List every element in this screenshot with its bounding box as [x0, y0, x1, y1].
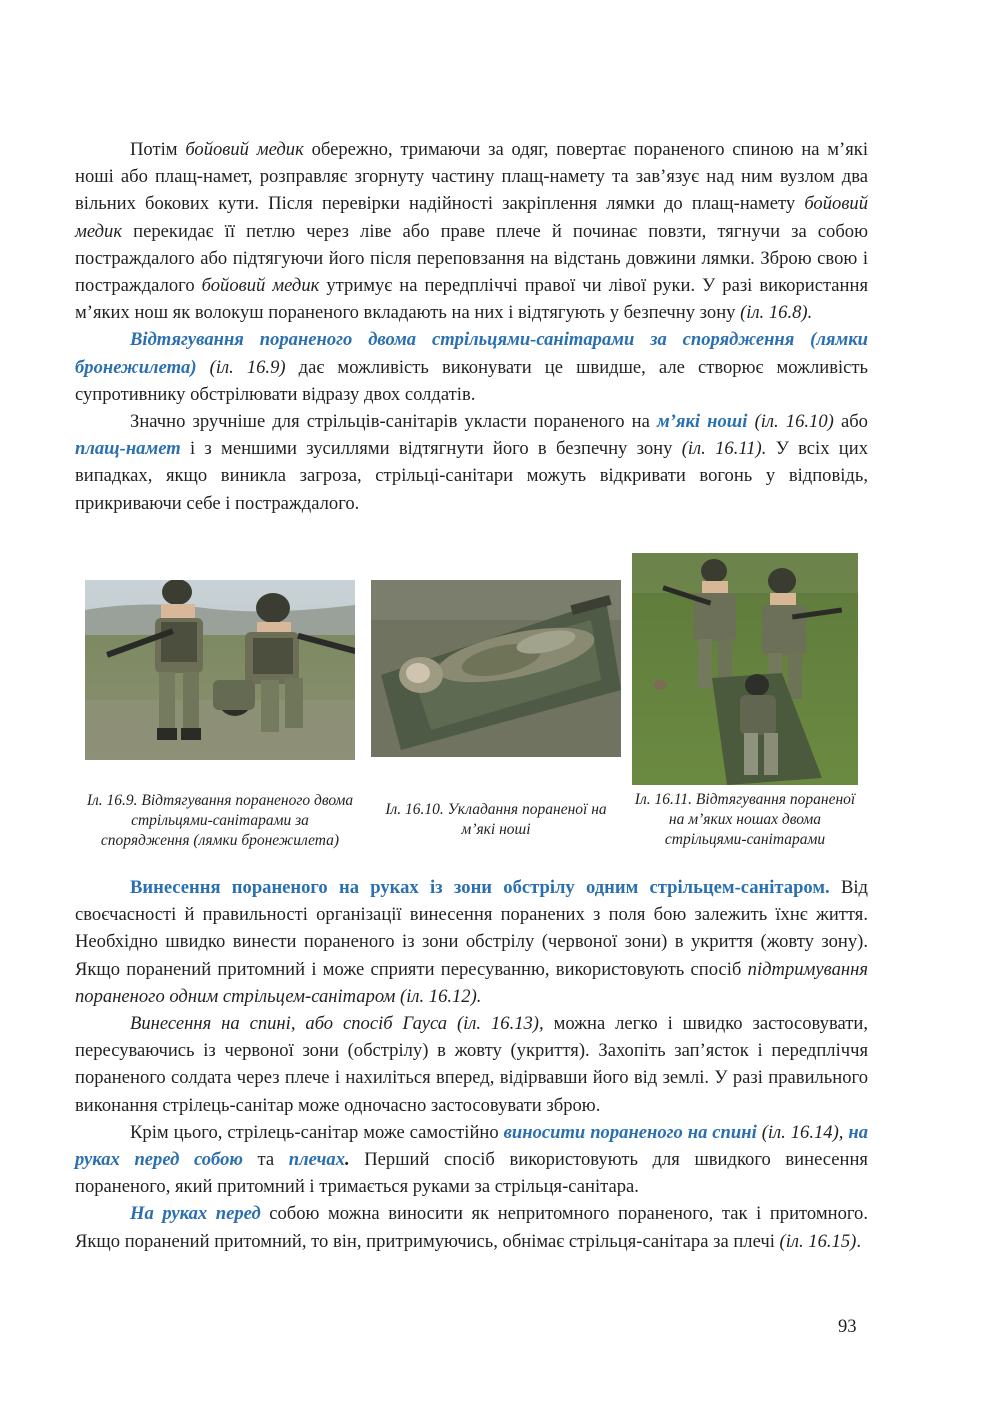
photo-16-10 — [371, 580, 621, 757]
paragraph-4: Винесення пораненого на руках із зони обстрілу одним стрільцем-санітаром. Від своєчасності й правильності організації винесення поранених з поля бою залежить їхнє життя. Необхідно швидко винести пораненого із зони обстрілу (червоної зони) в укриття (жовту зону). Якщо поранений притомний і може сприяти пересуванню, використовують спосіб підтримування пораненого одним стрільцем-санітаром (іл. 16.12). — [75, 877, 868, 1007]
caption-16-11: Іл. 16.11. Відтягування пораненої на м’яких ношах двома стрільцями-санітарами — [634, 791, 856, 848]
caption-16-10: Іл. 16.10. Укладання пораненої на м’які ноші — [385, 801, 607, 838]
page-number: 93 — [838, 1316, 857, 1337]
paragraph-3: Значно зручніше для стрільців-санітарів укласти пораненого на м’які ноші (іл. 16.10) або плащ-намет і з меншими зусиллями відтягнути його в безпечну зону (іл. 16.11). У всіх цих випадках, якщо виникла загроза, стрільці-санітари можуть відкривати вогонь у відповідь, прикриваючи себе і постраждалого. — [75, 411, 868, 514]
photo-16-10-image — [371, 580, 621, 757]
paragraph-7: На руках перед собою можна виносити як непритомного пораненого, так і притомного. Якщо поранений притомний, то він, притримуючись, обнімає стрільця-санітара за плечі (іл. 16.15). — [75, 1203, 868, 1252]
paragraph-6: Крім цього, стрілець-санітар може самостійно виносити пораненого на спині (іл. 16.14), на руках перед собою та плечах. Перший спосіб використовують для швидкого винесення пораненого, який притомний і тримається руками за стрільця-санітара. — [75, 1121, 868, 1198]
photo-16-9-image — [85, 580, 355, 760]
text-block-bottom — [75, 874, 868, 1255]
caption-16-9: Іл. 16.9. Відтягування пораненого двома стрільцями-санітарами за спорядження (лямки бронежилета) — [86, 792, 354, 849]
paragraph-5: Винесення на спині, або спосіб Гауса (іл. 16.13), можна легко і швидко застосовувати, пересуваючись із червоної зони (обстрілу) в жовту (укриття). Захопіть зап’ясток і передпліччя пораненого солдата через плече і нахиліться вперед, відірвавши його від землі. У разі правильного виконання стрілець-санітар може одночасно застосовувати зброю. — [75, 1013, 868, 1116]
photo-16-9 — [85, 580, 355, 760]
photo-16-11-image — [632, 553, 858, 785]
paragraph-1: Потім бойовий медик обережно, тримаючи за одяг, повертає пораненого спиною на м’які ноші або плащ-намет, розправляє згорнуту частину плащ-намету та зав’язує над ним вузлом два вільних бокових кути. Після перевірки надійності закріплення лямки до плащ-намету бойовий медик перекидає її петлю через ліве або праве плече й починає повзти, тягнучи за собою постраждалого або підтягуючи його після переповзання на відстань довжини лямки. Зброю свою і постраждалого бойовий медик утримує на передпліччі правої чи лівої руки. У разі використання м’яких нош як волокуш пораненого вкладають на них і відтягують у безпечну зону (іл. 16.8). — [75, 139, 868, 324]
photo-16-11 — [632, 553, 858, 785]
paragraph-2: Відтягування пораненого двома стрільцями-санітарами за спорядження (лямки бронежилета) (іл. 16.9) дає можливість виконувати це швидше, але створює можливість супротивнику обстрілювати відразу двох солдатів. — [75, 329, 868, 405]
text-block-top — [75, 136, 868, 517]
